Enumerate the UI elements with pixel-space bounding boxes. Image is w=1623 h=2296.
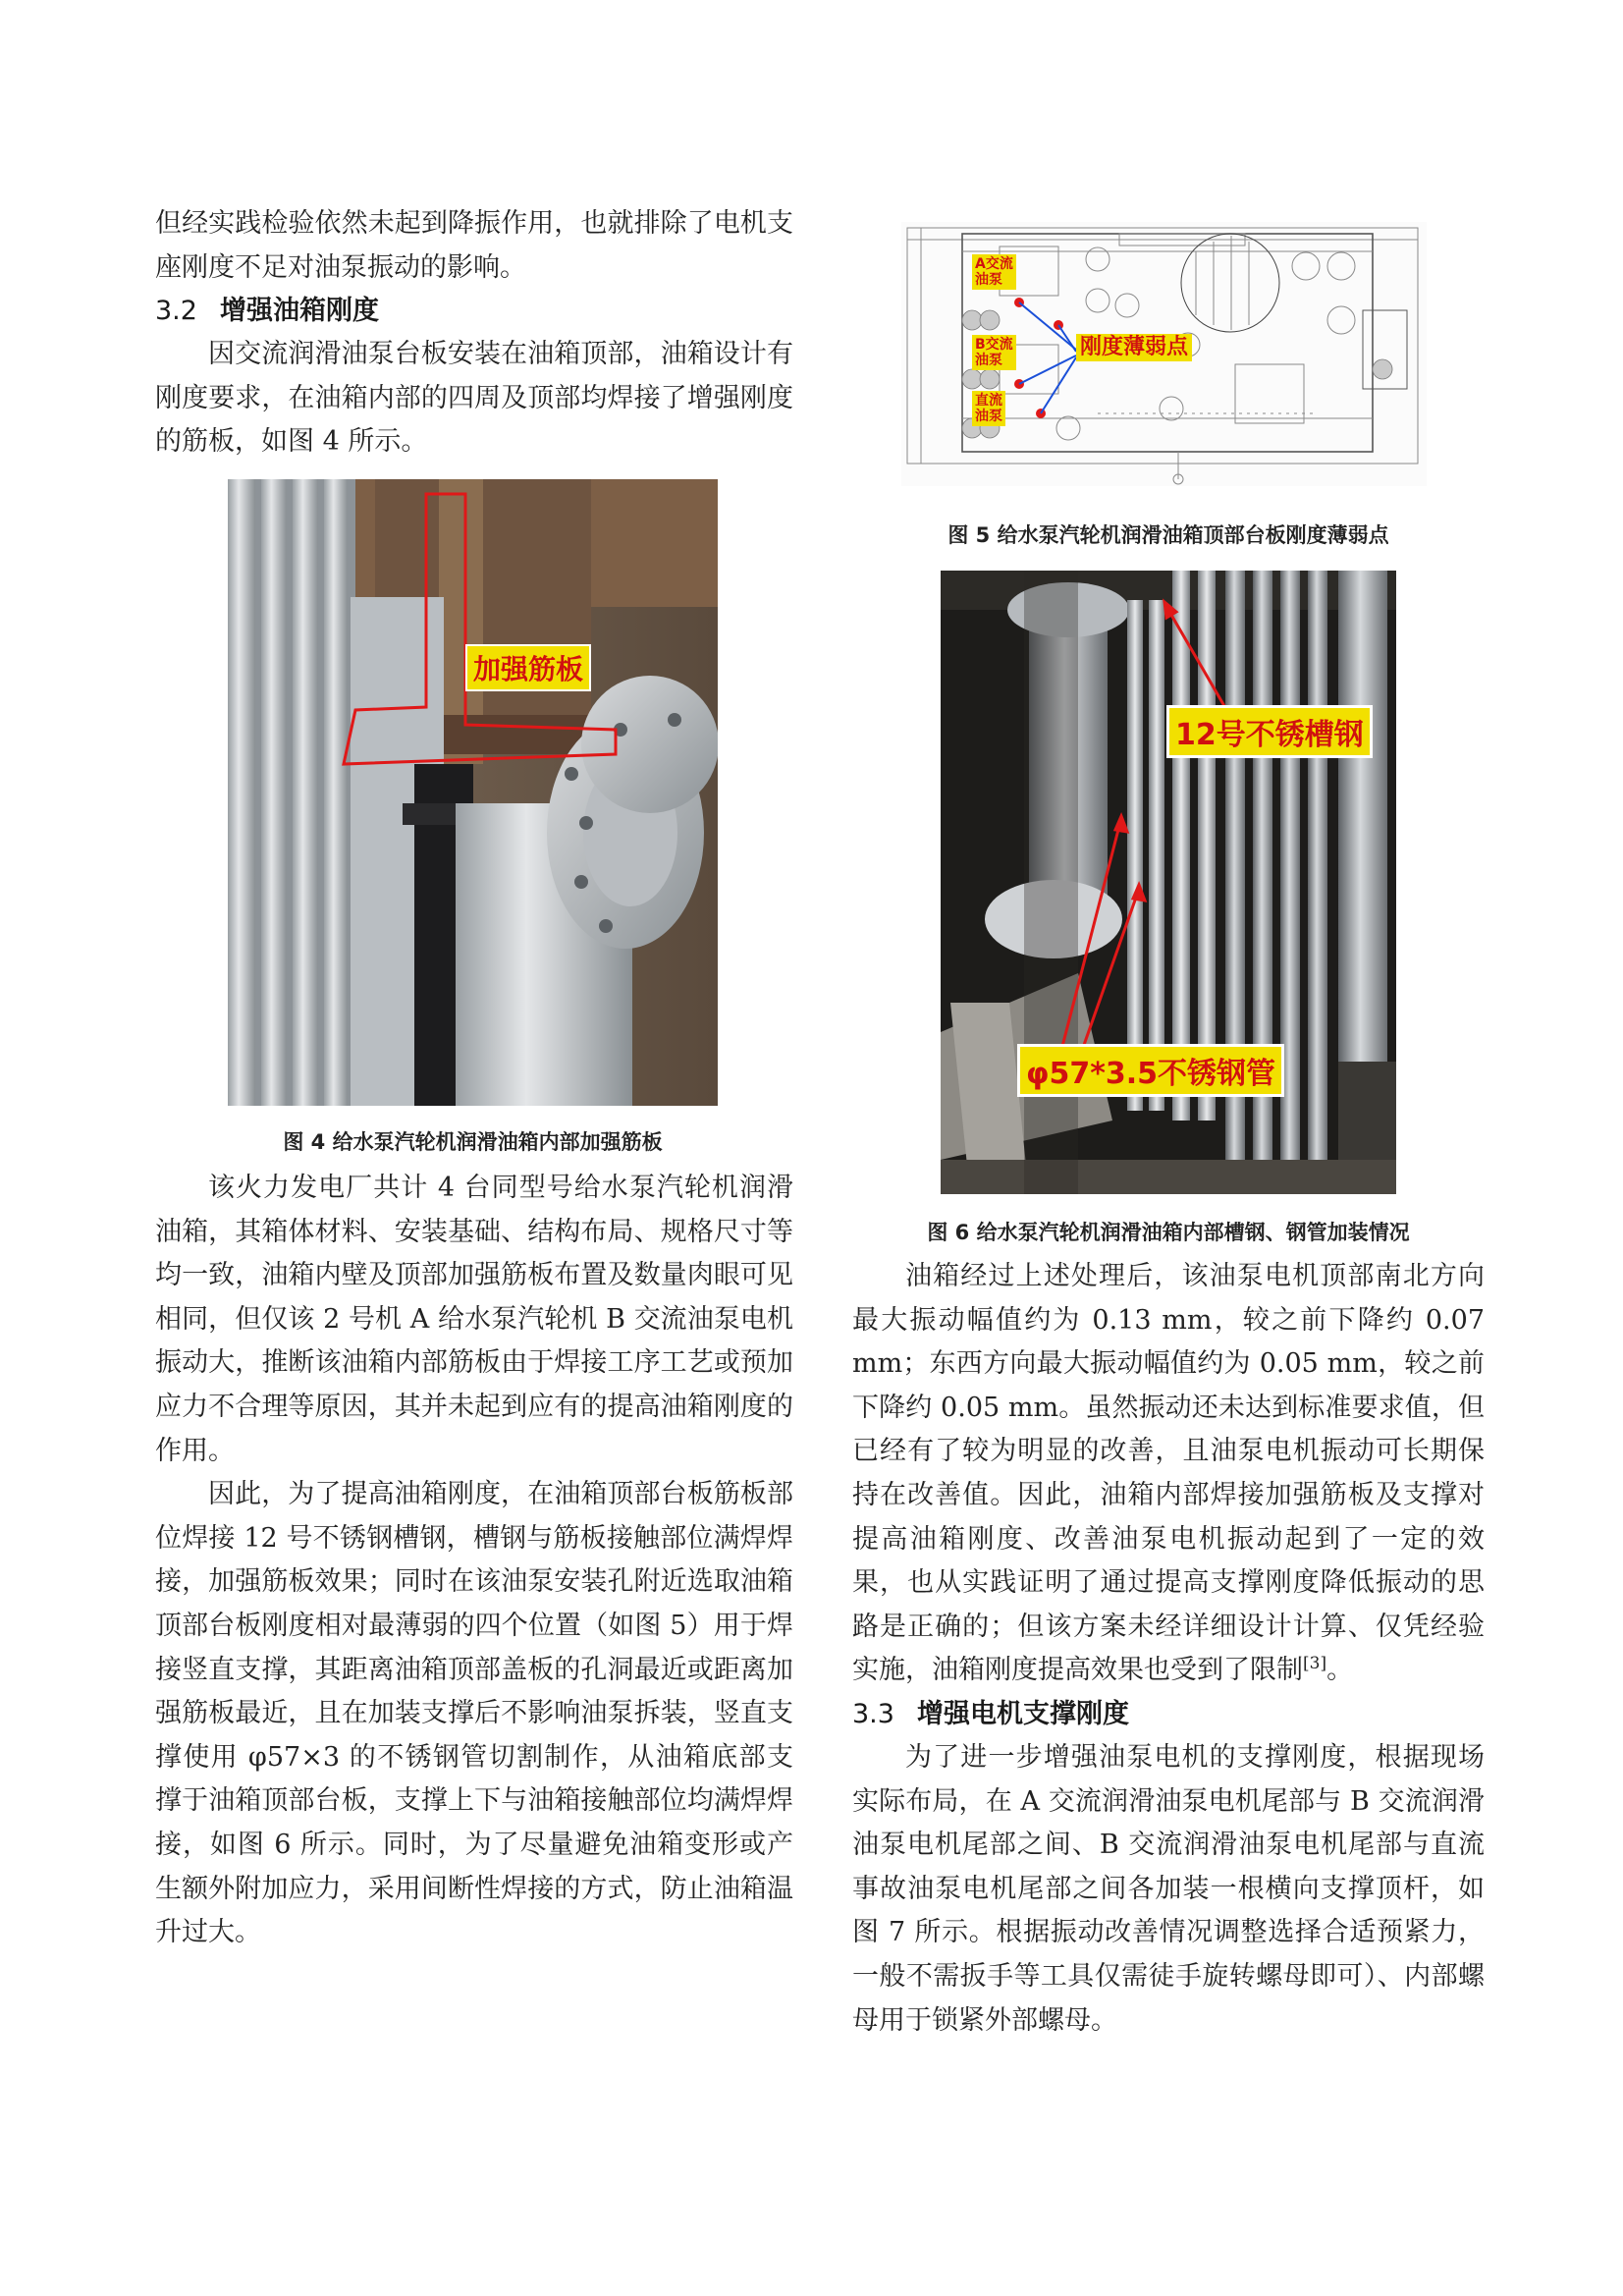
figure-5-label-a-line1: A交流 bbox=[975, 256, 1013, 272]
section-title: 增强油箱刚度 bbox=[220, 296, 379, 327]
figure-5-label-dc-line2: 油泵 bbox=[975, 409, 1002, 424]
paragraph-end: 。 bbox=[1326, 1655, 1354, 1686]
figure-5-label-weak: 刚度薄弱点 bbox=[1076, 334, 1192, 361]
figure-5-label-b bbox=[972, 335, 1016, 370]
figure-4-label: 加强筋板 bbox=[465, 644, 591, 691]
section-number: 3.3 bbox=[852, 1698, 894, 1729]
figure-6-label-top: 12号不锈槽钢 bbox=[1166, 705, 1373, 758]
figure-5-label-b-line2: 油泵 bbox=[975, 353, 1002, 368]
figure-5-label-a bbox=[972, 254, 1016, 290]
paragraph: 因此，为了提高油箱刚度，在油箱顶部台板筋板部位焊接 12 号不锈钢槽钢，槽钢与筋板接触部位满焊焊接，加强筋板效果；同时在该油泵安装孔附近选取油箱顶部台板刚度相对最薄弱的四个位置（如图 5）用于焊接竖直支撑，其距离油箱顶部盖板的孔洞最近或距离加强筋板最近，且在加装支撑后不影响油泵拆装，竖直支撑使用 φ57×3 的不锈钢管切割制作，从油箱底部支撑于油箱顶部台板，支撑上下与油箱接触部位均满焊焊接，如图 6 所示。同时，为了尽量避免油箱变形或产生额外附加应力，采用间断性焊接的方式，防止油箱温升过大。 bbox=[155, 1479, 793, 1948]
figure-5-caption: 图 5 给水泵汽轮机润滑油箱顶部台板刚度薄弱点 bbox=[947, 523, 1389, 547]
figure-5-label-dc bbox=[972, 391, 1005, 426]
paragraph: 为了进一步增强油泵电机的支撑刚度，根据现场实际布局，在 A 交流润滑油泵电机尾部与 B 交流润滑油泵电机尾部之间、B 交流润滑油泵电机尾部与直流事故油泵电机尾部之间各加装一根横向支撑顶杆，如图 7 所示。根据振动改善情况调整选择合适预紧力，一般不需扳手等工具仅需徒手旋转螺母即可）、内部螺母用于锁紧外部螺母。 bbox=[852, 1741, 1485, 2036]
section-heading-3-3 bbox=[852, 1693, 1485, 1736]
section-number: 3.2 bbox=[155, 296, 197, 327]
paragraph-text: 油箱经过上述处理后，该油泵电机顶部南北方向最大振动幅值约为 0.13 mm，较之前下降约 0.07 mm；东西方向最大振动幅值约为 0.05 mm，较之前下降约 0.05 mm。虽然振动还未达到标准要求值，但已经有了较为明显的改善，且油泵电机振动可长期保持在改善值。因此，油箱内部焊接加强筋板及支撑对提高油箱刚度、改善油泵电机振动起到了一定的效果，也从实践证明了通过提高支撑刚度降低振动的思路是正确的；但该方案未经详细设计计算、仅凭经验实施，油箱刚度提高效果也受到了限制 bbox=[852, 1261, 1485, 1686]
paragraph: 因交流润滑油泵台板安装在油箱顶部，油箱设计有刚度要求，在油箱内部的四周及顶部均焊接了增强刚度的筋板，如图 4 所示。 bbox=[155, 339, 793, 458]
section-heading-3-2 bbox=[155, 290, 793, 333]
figure-5-label-dc-line1: 直流 bbox=[975, 393, 1002, 409]
figure-5-label-b-line1: B交流 bbox=[975, 337, 1013, 353]
paragraph bbox=[852, 1255, 1485, 1693]
figure-4-photo bbox=[228, 479, 718, 1106]
figure-5-drawing bbox=[901, 222, 1427, 486]
paragraph: 该火力发电厂共计 4 台同型号给水泵汽轮机润滑油箱，其箱体材料、安装基础、结构布局、规格尺寸等均一致，油箱内壁及顶部加强筋板布置及数量肉眼可见相同，但仅该 2 号机 A 给水泵汽轮机 B 交流油泵电机振动大，推断该油箱内部筋板由于焊接工序工艺或预加应力不合理等原因，其并未起到应有的提高油箱刚度的作用。 bbox=[155, 1173, 793, 1466]
paragraph: 但经实践检验依然未起到降振作用，也就排除了电机支座刚度不足对油泵振动的影响。 bbox=[155, 208, 793, 283]
citation: [3] bbox=[1303, 1654, 1327, 1674]
right-column-bottom bbox=[852, 1255, 1485, 2043]
figure-6-photo bbox=[941, 571, 1396, 1194]
figure-5-label-a-line2: 油泵 bbox=[975, 272, 1002, 288]
left-column-top bbox=[155, 202, 793, 465]
figure-4-caption: 图 4 给水泵汽轮机润滑油箱内部加强筋板 bbox=[283, 1130, 663, 1154]
left-column-bottom bbox=[155, 1167, 793, 1955]
section-title: 增强电机支撑刚度 bbox=[917, 1698, 1129, 1729]
figure-6-label-bottom: φ57*3.5不锈钢管 bbox=[1017, 1044, 1284, 1097]
figure-6-caption: 图 6 给水泵汽轮机润滑油箱内部槽钢、钢管加装情况 bbox=[927, 1221, 1410, 1244]
